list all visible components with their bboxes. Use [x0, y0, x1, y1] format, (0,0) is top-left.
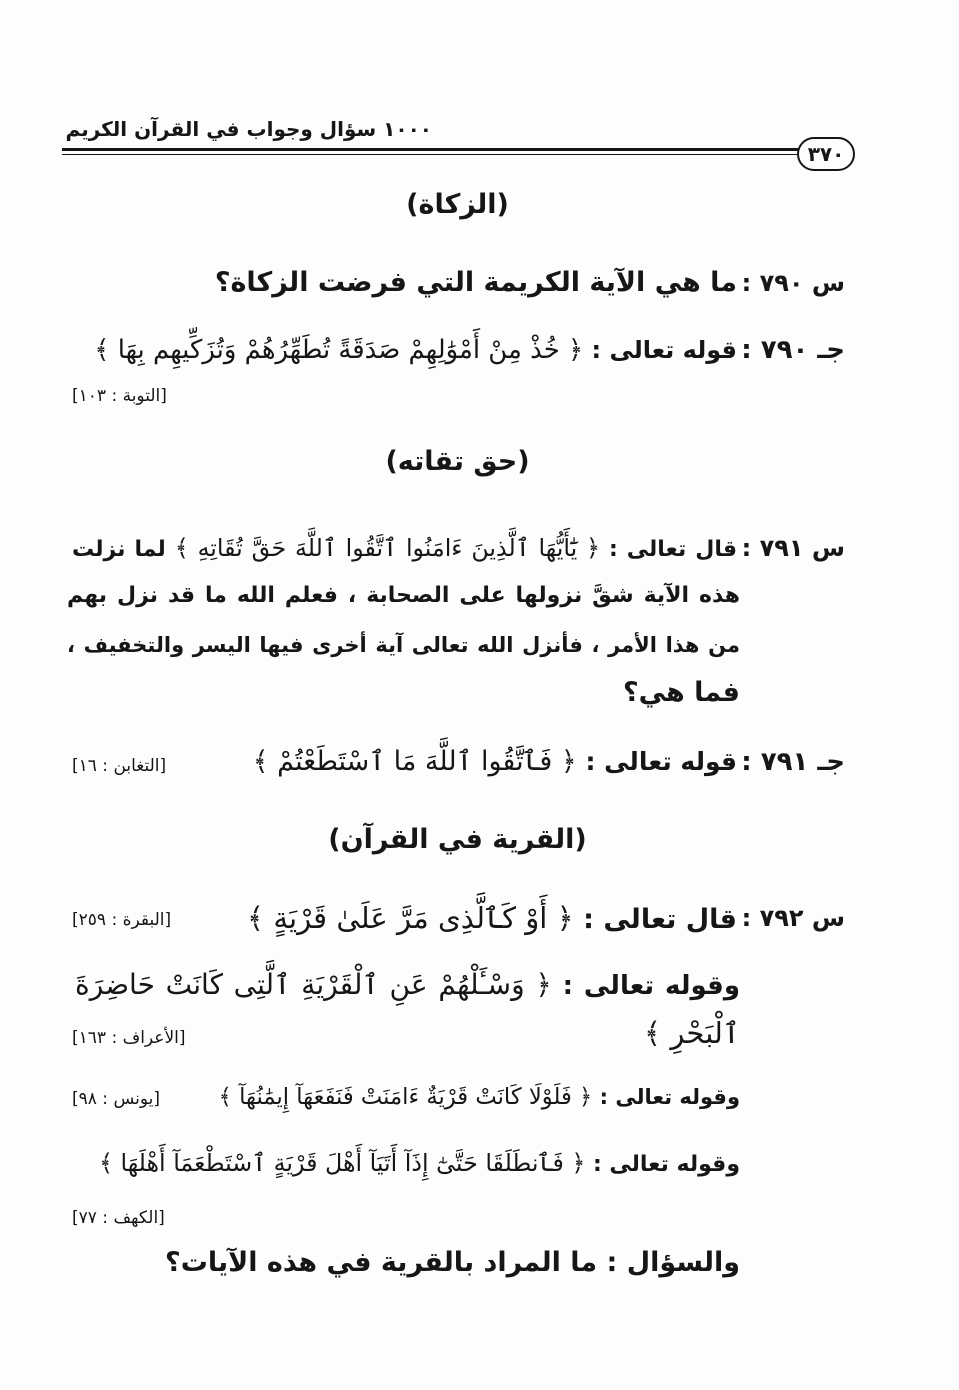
question-792-item-1 — [237, 898, 737, 940]
question-791-line-1 — [72, 528, 737, 570]
question-792-label: س ٧٩٢ : — [741, 904, 845, 932]
answer-790-intro: قوله تعالى : — [591, 336, 737, 364]
item-3-intro: وقوله تعالى : — [599, 1085, 740, 1109]
answer-791-label: جـ ٧٩١ : — [741, 747, 845, 777]
question-790-text: ما هي الآية الكريمة التي فرضت الزكاة؟ — [214, 267, 737, 298]
section-title-zakat: (الزكاة) — [406, 189, 509, 220]
item-3-reference: [يونس : ٩٨] — [72, 1089, 160, 1109]
question-792-item-3 — [195, 1077, 740, 1117]
header-double-rule — [62, 148, 798, 155]
section-title-haqq-tuqatih: (حق تقاته) — [385, 446, 530, 477]
item-4-intro: وقوله تعالى : — [592, 1152, 740, 1177]
answer-790-reference: [التوبة : ١٠٣] — [72, 386, 167, 406]
answer-791-verse: ﴿ فَٱتَّقُوا ٱللَّهَ مَا ٱسْتَطَعْتُمْ ﴾ — [252, 746, 577, 777]
question-791-line-3: من هذا الأمر ، فأنزل الله تعالى آية أخرى فيها اليسر والتخفيف ، — [67, 633, 740, 657]
question-791-line-2: هذه الآية شقَّ نزولها على الصحابة ، فعلم الله ما قد نزل بهم — [67, 583, 740, 608]
item-1-reference: [البقرة : ٢٥٩] — [72, 910, 172, 930]
question-791-line-4: فما هي؟ — [622, 677, 740, 708]
question-792-item-4 — [75, 1143, 740, 1185]
answer-791-line — [237, 742, 737, 782]
item-4-reference: [الكهف : ٧٧] — [72, 1208, 165, 1228]
question-791-label: س ٧٩١ : — [741, 534, 845, 562]
item-1-intro: قال تعالى : — [583, 904, 737, 935]
item-2-reference: [الأعراف : ١٦٣] — [72, 1028, 186, 1048]
item-3-verse: ﴿ فَلَوْلَا كَانَتْ قَرْيَةٌ ءَامَنَتْ فَنَفَعَهَآ إِيمَٰنُهَآ ﴾ — [218, 1084, 593, 1110]
question-792-closing: والسؤال : ما المراد بالقرية في هذه الآيات؟ — [165, 1247, 740, 1278]
item-2-intro: وقوله تعالى : — [562, 971, 740, 1001]
answer-790-line — [77, 330, 737, 370]
question-791-tail: لما نزلت — [72, 537, 166, 562]
question-792-item-2 — [75, 965, 740, 1006]
item-2-verse-continued: ٱلْبَحْرِ ﴾ — [643, 1016, 740, 1050]
question-791-verse: ﴿ يَٰٓأَيُّهَا ٱلَّذِينَ ءَامَنُوا ٱتَّقُوا ٱللَّهَ حَقَّ تُقَاتِهِ ﴾ — [174, 534, 600, 562]
answer-790-verse: ﴿ خُذْ مِنْ أَمْوَٰلِهِمْ صَدَقَةً تُطَهِّرُهُمْ وَتُزَكِّيهِم بِهَا ﴾ — [94, 335, 584, 365]
question-790-label: س ٧٩٠ : — [741, 269, 845, 297]
running-header-title: ١٠٠٠ سؤال وجواب في القرآن الكريم — [65, 117, 432, 141]
section-title-qarya: (القرية في القرآن) — [328, 824, 587, 855]
answer-791-reference: [التغابن : ١٦] — [72, 756, 167, 776]
item-2-verse: ﴿ وَسْـَٔلْهُمْ عَنِ ٱلْقَرْيَةِ ٱلَّتِى كَانَتْ حَاضِرَةَ — [75, 968, 552, 1001]
page-number-badge: ٣٧٠ — [797, 137, 855, 171]
item-4-verse: ﴿ فَٱنطَلَقَا حَتَّىٰٓ إِذَآ أَتَيَآ أَهْلَ قَرْيَةٍ ٱسْتَطْعَمَآ أَهْلَهَا ﴾ — [99, 1149, 586, 1177]
answer-791-intro: قوله تعالى : — [585, 747, 737, 776]
answer-790-label: جـ ٧٩٠ : — [741, 335, 845, 365]
question-792-item-2-continued — [340, 1013, 740, 1055]
question-791-intro: قال تعالى : — [608, 537, 737, 562]
item-1-verse: ﴿ أَوْ كَٱلَّذِى مَرَّ عَلَىٰ قَرْيَةٍ ﴾ — [247, 901, 574, 935]
